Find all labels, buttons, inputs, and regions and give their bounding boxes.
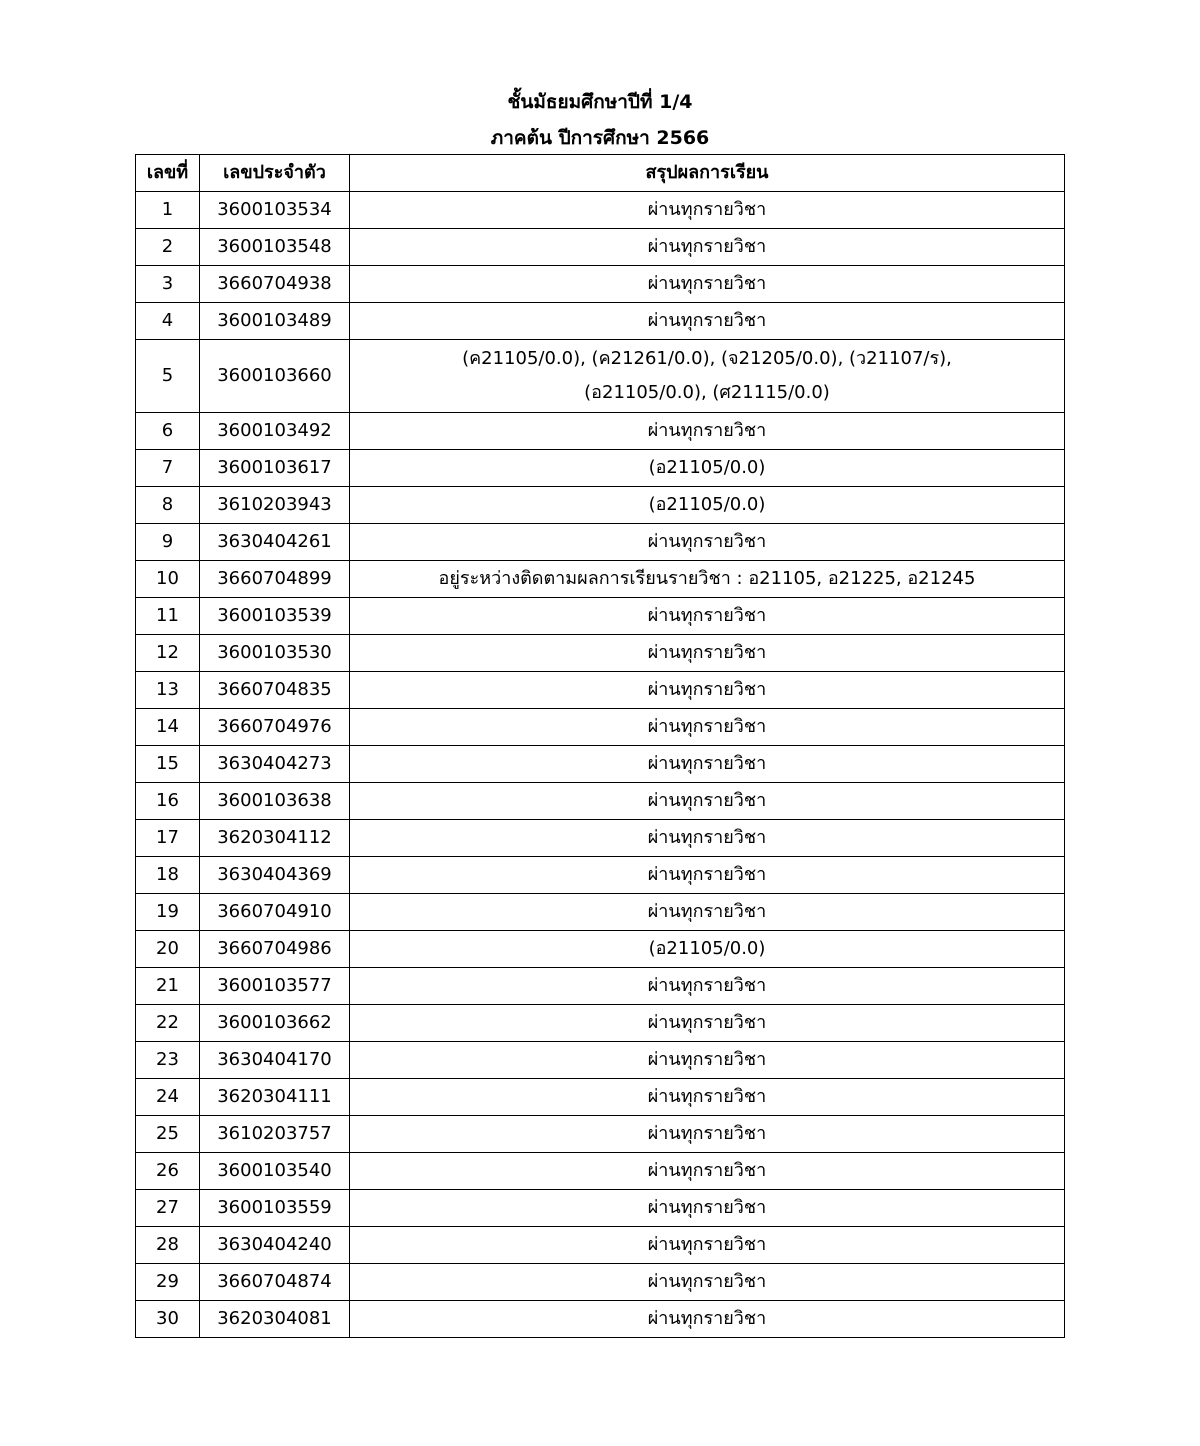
row-number: 30 bbox=[136, 1301, 200, 1338]
table-row bbox=[136, 413, 1065, 450]
student-id: 3620304111 bbox=[200, 1079, 350, 1116]
student-id: 3660704899 bbox=[200, 561, 350, 598]
result-cell: ผ่านทุกรายวิชา bbox=[350, 598, 1065, 635]
row-number: 25 bbox=[136, 1116, 200, 1153]
result-cell: ผ่านทุกรายวิชา bbox=[350, 266, 1065, 303]
results-table bbox=[135, 154, 1065, 1338]
student-id: 3660704874 bbox=[200, 1264, 350, 1301]
student-id: 3600103540 bbox=[200, 1153, 350, 1190]
student-id: 3600103617 bbox=[200, 450, 350, 487]
table-row bbox=[136, 598, 1065, 635]
result-cell: ผ่านทุกรายวิชา bbox=[350, 192, 1065, 229]
row-number: 23 bbox=[136, 1042, 200, 1079]
row-number: 3 bbox=[136, 266, 200, 303]
result-cell: ผ่านทุกรายวิชา bbox=[350, 635, 1065, 672]
row-number: 20 bbox=[136, 931, 200, 968]
result-cell: (อ21105/0.0) bbox=[350, 487, 1065, 524]
student-id: 3620304081 bbox=[200, 1301, 350, 1338]
column-header-result: สรุปผลการเรียน bbox=[350, 155, 1065, 192]
student-id: 3620304112 bbox=[200, 820, 350, 857]
table-row bbox=[136, 746, 1065, 783]
table-row bbox=[136, 192, 1065, 229]
student-id: 3630404369 bbox=[200, 857, 350, 894]
result-cell: (อ21105/0.0) bbox=[350, 450, 1065, 487]
student-id: 3600103559 bbox=[200, 1190, 350, 1227]
student-id: 3610203757 bbox=[200, 1116, 350, 1153]
result-cell: ผ่านทุกรายวิชา bbox=[350, 709, 1065, 746]
result-cell: ผ่านทุกรายวิชา bbox=[350, 1264, 1065, 1301]
page-subtitle: ภาคต้น ปีการศึกษา 2566 bbox=[490, 127, 710, 149]
result-cell: ผ่านทุกรายวิชา bbox=[350, 1227, 1065, 1264]
result-cell: ผ่านทุกรายวิชา bbox=[350, 672, 1065, 709]
student-id: 3600103539 bbox=[200, 598, 350, 635]
student-id: 3660704910 bbox=[200, 894, 350, 931]
row-number: 13 bbox=[136, 672, 200, 709]
result-cell: ผ่านทุกรายวิชา bbox=[350, 229, 1065, 266]
row-number: 27 bbox=[136, 1190, 200, 1227]
student-id: 3660704986 bbox=[200, 931, 350, 968]
result-cell: ผ่านทุกรายวิชา bbox=[350, 894, 1065, 931]
student-id: 3600103492 bbox=[200, 413, 350, 450]
column-header-student-id: เลขประจำตัว bbox=[200, 155, 350, 192]
row-number: 14 bbox=[136, 709, 200, 746]
table-row bbox=[136, 340, 1065, 413]
student-id: 3660704976 bbox=[200, 709, 350, 746]
table-row bbox=[136, 487, 1065, 524]
table-row bbox=[136, 450, 1065, 487]
table-row bbox=[136, 968, 1065, 1005]
row-number: 19 bbox=[136, 894, 200, 931]
result-cell: ผ่านทุกรายวิชา bbox=[350, 857, 1065, 894]
row-number: 22 bbox=[136, 1005, 200, 1042]
result-cell: ผ่านทุกรายวิชา bbox=[350, 1301, 1065, 1338]
row-number: 24 bbox=[136, 1079, 200, 1116]
row-number: 11 bbox=[136, 598, 200, 635]
table-row bbox=[136, 820, 1065, 857]
student-id: 3600103662 bbox=[200, 1005, 350, 1042]
row-number: 18 bbox=[136, 857, 200, 894]
student-id: 3600103548 bbox=[200, 229, 350, 266]
student-id: 3600103530 bbox=[200, 635, 350, 672]
row-number: 8 bbox=[136, 487, 200, 524]
result-cell: ผ่านทุกรายวิชา bbox=[350, 1190, 1065, 1227]
table-body bbox=[136, 192, 1065, 1338]
row-number: 15 bbox=[136, 746, 200, 783]
student-id: 3600103577 bbox=[200, 968, 350, 1005]
student-id: 3610203943 bbox=[200, 487, 350, 524]
row-number: 26 bbox=[136, 1153, 200, 1190]
table-row bbox=[136, 783, 1065, 820]
result-cell: ผ่านทุกรายวิชา bbox=[350, 1005, 1065, 1042]
student-id: 3600103489 bbox=[200, 303, 350, 340]
page-title: ชั้นมัธยมศึกษาปีที่ 1/4 bbox=[507, 91, 693, 113]
student-id: 3600103638 bbox=[200, 783, 350, 820]
table-row bbox=[136, 266, 1065, 303]
student-id: 3660704938 bbox=[200, 266, 350, 303]
table-row bbox=[136, 561, 1065, 598]
table-row bbox=[136, 1264, 1065, 1301]
result-cell: ผ่านทุกรายวิชา bbox=[350, 820, 1065, 857]
table-row bbox=[136, 1042, 1065, 1079]
table-row bbox=[136, 857, 1065, 894]
result-cell: ผ่านทุกรายวิชา bbox=[350, 303, 1065, 340]
row-number: 9 bbox=[136, 524, 200, 561]
result-cell: ผ่านทุกรายวิชา bbox=[350, 746, 1065, 783]
table-row bbox=[136, 635, 1065, 672]
student-id: 3600103660 bbox=[200, 340, 350, 413]
row-number: 21 bbox=[136, 968, 200, 1005]
row-number: 12 bbox=[136, 635, 200, 672]
row-number: 2 bbox=[136, 229, 200, 266]
row-number: 16 bbox=[136, 783, 200, 820]
result-cell: ผ่านทุกรายวิชา bbox=[350, 1153, 1065, 1190]
student-id: 3660704835 bbox=[200, 672, 350, 709]
table-row bbox=[136, 229, 1065, 266]
table-header-row bbox=[136, 155, 1065, 192]
table-row bbox=[136, 1116, 1065, 1153]
row-number: 4 bbox=[136, 303, 200, 340]
row-number: 29 bbox=[136, 1264, 200, 1301]
result-text-line1: (ค21105/0.0), (ค21261/0.0), (จ21205/0.0), (ว21107/ร), bbox=[462, 348, 952, 369]
student-id: 3630404240 bbox=[200, 1227, 350, 1264]
result-cell: ผ่านทุกรายวิชา bbox=[350, 524, 1065, 561]
table-row bbox=[136, 1301, 1065, 1338]
student-id: 3600103534 bbox=[200, 192, 350, 229]
table-row bbox=[136, 303, 1065, 340]
row-number: 28 bbox=[136, 1227, 200, 1264]
result-cell bbox=[350, 340, 1065, 413]
table-row bbox=[136, 672, 1065, 709]
row-number: 17 bbox=[136, 820, 200, 857]
result-cell: ผ่านทุกรายวิชา bbox=[350, 413, 1065, 450]
table-row bbox=[136, 1079, 1065, 1116]
row-number: 5 bbox=[136, 340, 200, 413]
student-id: 3630404273 bbox=[200, 746, 350, 783]
result-cell: ผ่านทุกรายวิชา bbox=[350, 1042, 1065, 1079]
column-header-number: เลขที่ bbox=[136, 155, 200, 192]
result-cell: ผ่านทุกรายวิชา bbox=[350, 1079, 1065, 1116]
table-row bbox=[136, 1153, 1065, 1190]
result-cell: ผ่านทุกรายวิชา bbox=[350, 783, 1065, 820]
row-number: 10 bbox=[136, 561, 200, 598]
table-row bbox=[136, 524, 1065, 561]
student-id: 3630404261 bbox=[200, 524, 350, 561]
result-cell: (อ21105/0.0) bbox=[350, 931, 1065, 968]
result-cell: ผ่านทุกรายวิชา bbox=[350, 968, 1065, 1005]
table-row bbox=[136, 1227, 1065, 1264]
table-row bbox=[136, 1005, 1065, 1042]
row-number: 1 bbox=[136, 192, 200, 229]
student-id: 3630404170 bbox=[200, 1042, 350, 1079]
result-cell: อยู่ระหว่างติดตามผลการเรียนรายวิชา : อ21105, อ21225, อ21245 bbox=[350, 561, 1065, 598]
table-row bbox=[136, 1190, 1065, 1227]
table-row bbox=[136, 894, 1065, 931]
row-number: 7 bbox=[136, 450, 200, 487]
row-number: 6 bbox=[136, 413, 200, 450]
result-cell: ผ่านทุกรายวิชา bbox=[350, 1116, 1065, 1153]
result-text-line2: (อ21105/0.0), (ศ21115/0.0) bbox=[584, 382, 830, 403]
table-row bbox=[136, 931, 1065, 968]
table-row bbox=[136, 709, 1065, 746]
